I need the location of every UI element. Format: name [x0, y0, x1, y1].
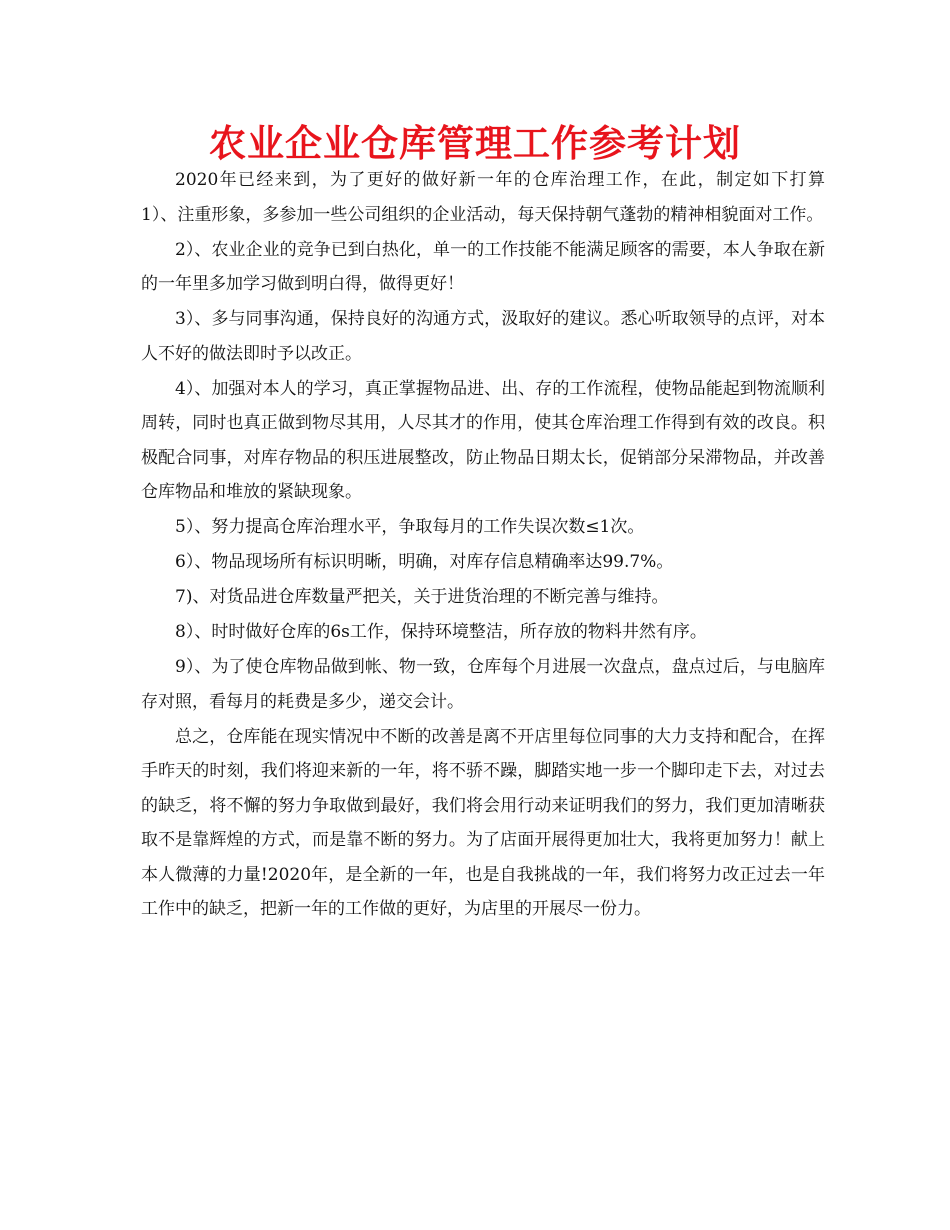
paragraph-item-7: 7)、对货品进仓库数量严把关，关于进货治理的不断完善与维持。 — [175, 587, 669, 607]
paragraph-intro: 2020年已经来到，为了更好的做好新一年的仓库治理工作，在此，制定如下打算 1）、注重形象，多参加一些公司组织的企业活动，每天保持朝气蓬勃的精神相貌面对工作。 — [141, 170, 859, 225]
paragraph-conclusion: 总之，仓库能在现实情况中不断的改善是离不开店里每位同事的大力支持和配合，在挥手昨天的时刻，我们将迎来新的一年，将不骄不躁，脚踏实地一步一个脚印走下去，对过去的缺乏，将不懈的努力争取做到最好，我们将会用行动来证明我们的努力，我们更加清晰获取不是靠辉煌的方式，而是靠不断的努力。为了店面开展得更加壮大，我将更加努力！献上本人微薄的力量!2020年，是全新的一年，也是自我挑战的一年，我们将努力改正过去一年工作中的缺乏，把新一年的工作做的更好，为店里的开展尽一份力。 — [141, 726, 825, 919]
paragraph-item-6: 6）、物品现场所有标识明晰，明确，对库存信息精确率达99.7%。 — [175, 552, 674, 572]
paragraph-item-4: 4）、加强对本人的学习，真正掌握物品进、出、存的工作流程，使物品能起到物流顺利周转，同时也真正做到物尽其用，人尽其才的作用，使其仓库治理工作得到有效的改良。积极配合同事，对库存物品的积压进展整改，防止物品日期太长，促销部分呆滞物品，并改善仓库物品和堆放的紧缺现象。 — [141, 378, 825, 502]
document-body — [141, 163, 859, 927]
paragraph-item-5: 5）、努力提高仓库治理水平，争取每月的工作失误次数≤1次。 — [175, 517, 645, 537]
paragraph-item-9: 9）、为了使仓库物品做到帐、物一致，仓库每个月进展一次盘点，盘点过后，与电脑库存对照，看每月的耗费是多少，递交会计。 — [141, 657, 825, 712]
paragraph-item-8: 8）、时时做好仓库的6s工作，保持环境整洁，所存放的物料井然有序。 — [175, 622, 707, 642]
paragraph-item-3: 3）、多与同事沟通，保持良好的沟通方式，汲取好的建议。悉心听取领导的点评，对本人不好的做法即时予以改正。 — [141, 309, 825, 364]
paragraph-item-2: 2）、农业企业的竞争已到白热化，单一的工作技能不能满足顾客的需要，本人争取在新的一年里多加学习做到明白得，做得更好！ — [141, 239, 825, 294]
document-title: 农业企业仓库管理工作参考计划 — [209, 122, 741, 165]
